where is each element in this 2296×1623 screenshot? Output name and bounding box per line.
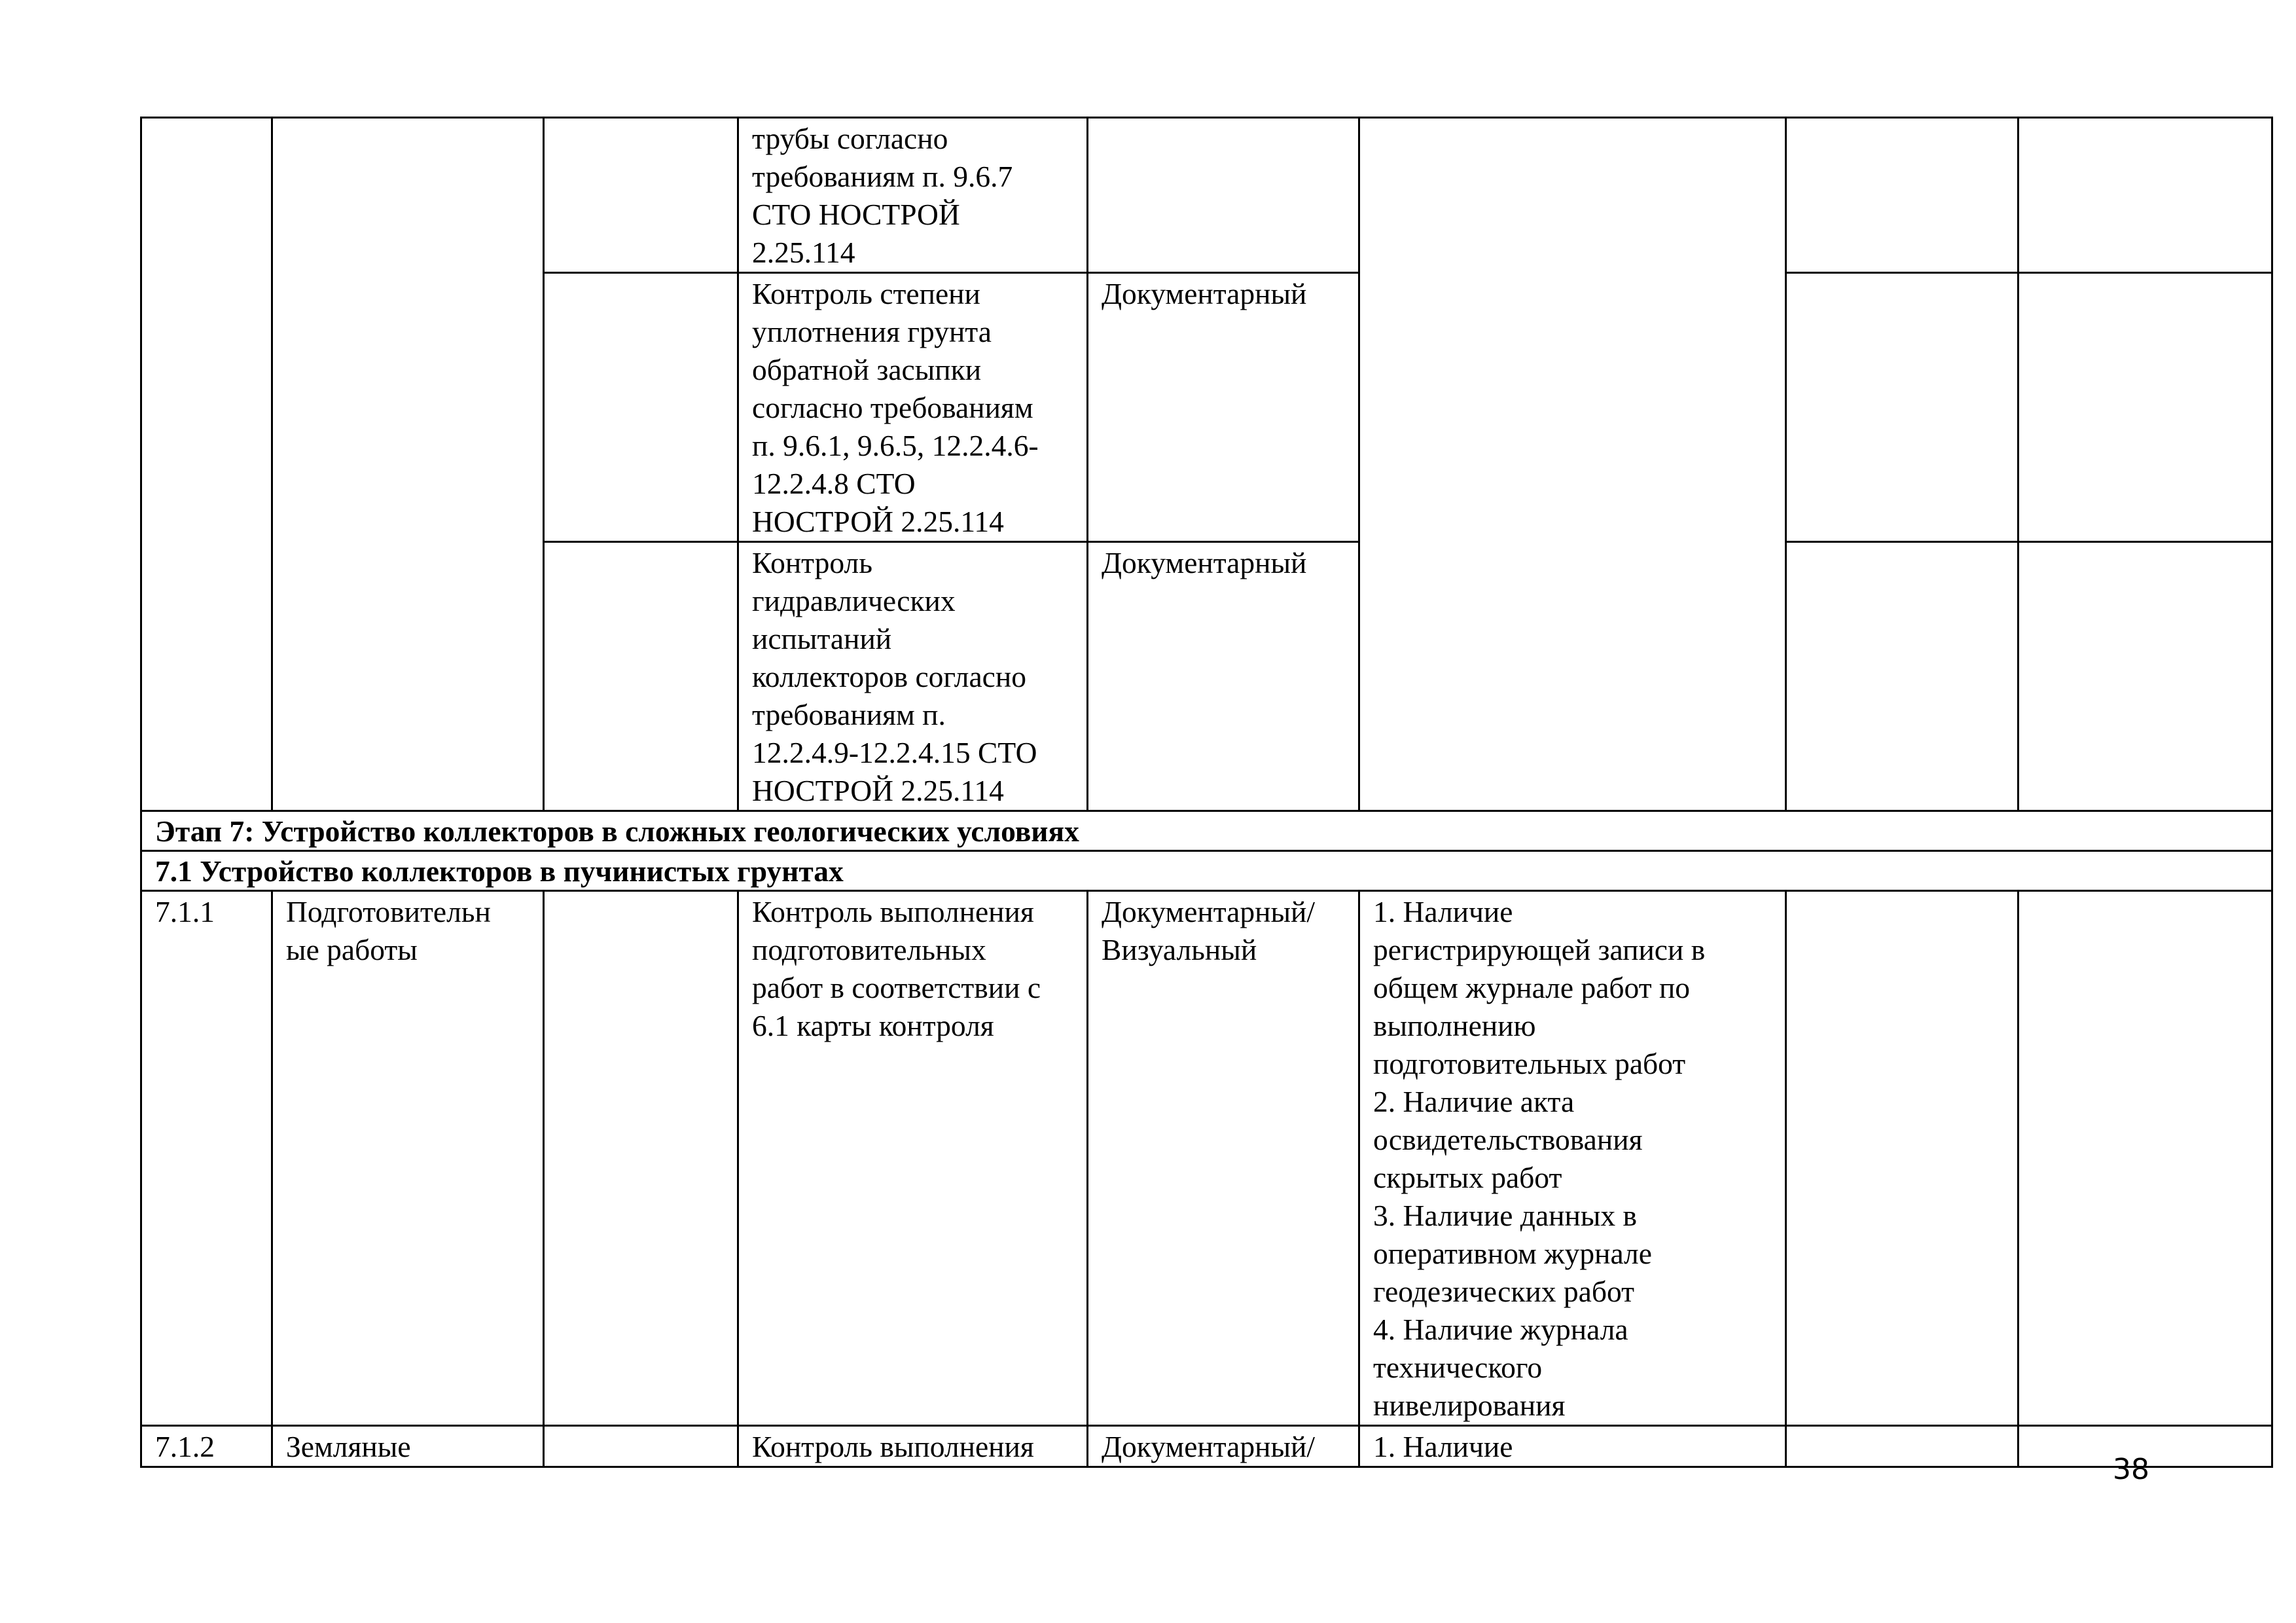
documents-text: 1. Наличие: [1373, 1430, 1513, 1463]
check-cell: [738, 891, 1088, 1426]
table-row: [141, 1426, 2272, 1467]
page-number: 38: [2113, 1453, 2149, 1486]
empty-cell: [2018, 118, 2272, 273]
documents-cell: [1359, 891, 1786, 1426]
method-text: Документарный/ Визуальный: [1102, 895, 1316, 966]
method-text: Документарный: [1102, 277, 1307, 310]
stage-7-heading: Этап 7: Устройство коллекторов в сложных геологических условиях: [141, 811, 2272, 851]
empty-cell: [2018, 273, 2272, 542]
stage-heading-row: [141, 811, 2272, 851]
section-7-1-heading: 7.1 Устройство коллекторов в пучинистых грунтах: [141, 851, 2272, 891]
check-cell: [738, 542, 1088, 811]
table-row: [141, 118, 2272, 273]
documents-cell: [1359, 118, 1786, 811]
empty-cell: [2018, 542, 2272, 811]
empty-cell: [544, 542, 738, 811]
empty-cell: [544, 1426, 738, 1467]
number-cell: [141, 118, 272, 811]
check-text: Контроль степени уплотнения грунта обратной засыпки согласно требованиям п. 9.6.1, 9.6.5, 12.2.4.6- 12.2.4.8 СТО НОСТРОЙ 2.25.114: [752, 277, 1039, 538]
documents-text: 1. Наличие регистрирующей записи в общем журнале работ по выполнению подготовительных работ 2. Наличие акта освидетельствования скрытых работ 3. Наличие данных в оперативном журнале геодезических работ 4. Наличие журнала технического нивелирования: [1373, 895, 1706, 1422]
work-cell: [272, 1426, 544, 1467]
empty-cell: [544, 891, 738, 1426]
work-cell: [272, 891, 544, 1426]
number-cell: [141, 1426, 272, 1467]
check-text: Контроль выполнения: [752, 1430, 1034, 1463]
check-cell: [738, 273, 1088, 542]
work-text: Земляные: [286, 1430, 411, 1463]
method-cell: [1088, 273, 1359, 542]
method-text: Документарный/: [1102, 1430, 1316, 1463]
work-text: Подготовительн ые работы: [286, 895, 491, 966]
empty-cell: [2018, 891, 2272, 1426]
section-heading-row: [141, 851, 2272, 891]
check-cell: [738, 1426, 1088, 1467]
empty-cell: [1786, 542, 2018, 811]
empty-cell: [544, 118, 738, 273]
empty-cell: [544, 273, 738, 542]
table-row: [141, 891, 2272, 1426]
method-cell: [1088, 1426, 1359, 1467]
number-text: 7.1.2: [155, 1430, 215, 1463]
number-cell: [141, 891, 272, 1426]
empty-cell: [1786, 118, 2018, 273]
check-cell: [738, 118, 1088, 273]
method-cell: [1088, 118, 1359, 273]
empty-cell: [1786, 1426, 2018, 1467]
method-text: Документарный: [1102, 546, 1307, 579]
documents-cell: [1359, 1426, 1786, 1467]
method-cell: [1088, 542, 1359, 811]
method-cell: [1088, 891, 1359, 1426]
check-text: Контроль выполнения подготовительных работ в соответствии с 6.1 карты контроля: [752, 895, 1041, 1042]
number-text: 7.1.1: [155, 895, 215, 928]
empty-cell: [1786, 273, 2018, 542]
check-text: трубы согласно требованиям п. 9.6.7 СТО НОСТРОЙ 2.25.114: [752, 122, 1013, 269]
control-map-table: [140, 117, 2273, 1468]
empty-cell: [1786, 891, 2018, 1426]
check-text: Контроль гидравлических испытаний коллекторов согласно требованиям п. 12.2.4.9-12.2.4.15 СТО НОСТРОЙ 2.25.114: [752, 546, 1037, 807]
work-cell: [272, 118, 544, 811]
